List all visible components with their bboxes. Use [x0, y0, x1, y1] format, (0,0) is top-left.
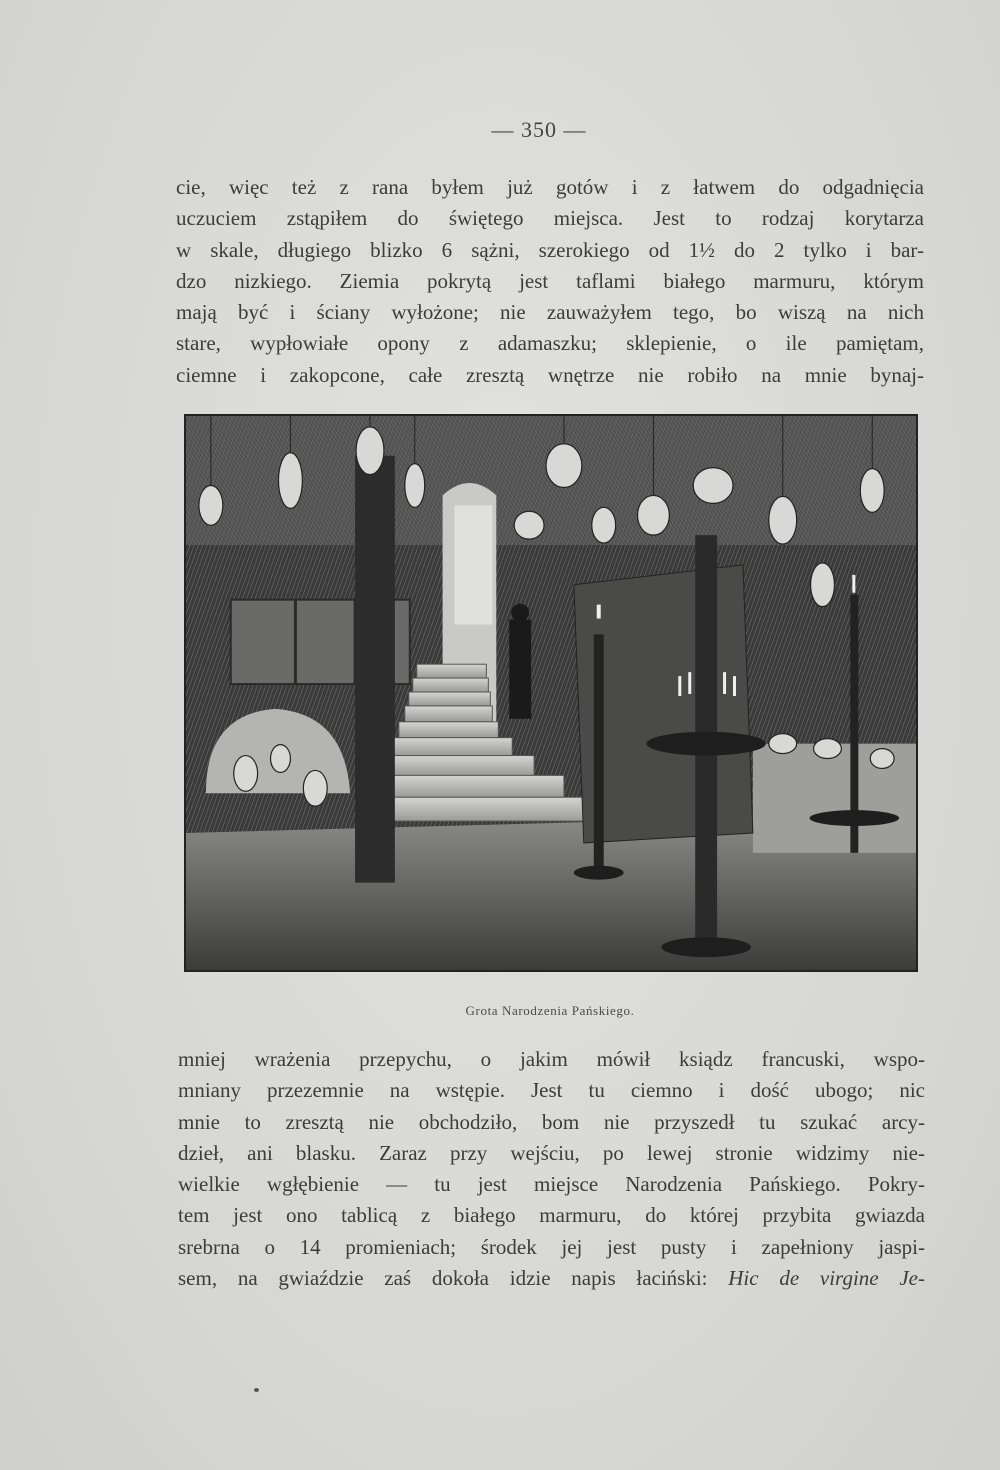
text-line-last — [178, 1263, 925, 1294]
text-line: dzo nizkiego. Ziemia pokrytą jest taflami białego marmuru, którym — [176, 268, 924, 293]
grotto-engraving-picture — [186, 416, 916, 970]
text-line: dzieł, ani blasku. Zaraz przy wejściu, po lewej stronie widzimy nie- — [178, 1140, 925, 1165]
text-line: srebrna o 14 promieniach; środek jej jest pusty i zapełniony jaspi- — [178, 1234, 925, 1259]
text-line: mają być i ściany wyłożone; nie zauważyłem tego, bo wiszą na nich — [176, 300, 924, 325]
text-line: w skale, długiego blizko 6 sążni, szerokiego od 1½ do 2 tylko i bar- — [176, 237, 924, 262]
text-line: uczuciem zstąpiłem do świętego miejsca. Jest to rodzaj korytarza — [176, 206, 924, 231]
text-line: ciemne i zakopcone, całe zresztą wnętrze nie robiło na mnie bynaj- — [176, 362, 924, 387]
page-number: — 350 — — [491, 117, 587, 142]
latin-inscription-text: Hic de virgine Je- — [728, 1266, 925, 1291]
text-line: stare, wypłowiałe opony z adamaszku; sklepienie, o ile pamiętam, — [176, 331, 924, 356]
text-line: wielkie wgłębienie — tu jest miejsce Narodzenia Pańskiego. Pokry- — [178, 1172, 925, 1197]
page-smudge — [254, 1388, 259, 1392]
top-paragraph — [176, 172, 924, 391]
bottom-paragraph — [178, 1044, 925, 1294]
text-line: mniany przezemnie na wstępie. Jest tu ciemno i dość ubogo; nic — [178, 1078, 925, 1103]
figure-caption: Grota Narodzenia Pańskiego. — [465, 1003, 635, 1018]
engraving-illustration — [184, 414, 918, 972]
text-line: cie, więc też z rana byłem już gotów i z łatwem do odgadnięcia — [176, 175, 924, 199]
text-line: mniej wrażenia przepychu, o jakim mówił ksiądz francuski, wspo- — [178, 1047, 925, 1071]
text-line-roman: sem, na gwiaździe zaś dokoła idzie napis łaciński: — [178, 1266, 708, 1291]
text-line: mnie to zresztą nie obchodziło, bom nie przyszedł tu szukać arcy- — [178, 1109, 925, 1134]
text-line: tem jest ono tablicą z białego marmuru, do której przybita gwiazda — [178, 1203, 925, 1228]
